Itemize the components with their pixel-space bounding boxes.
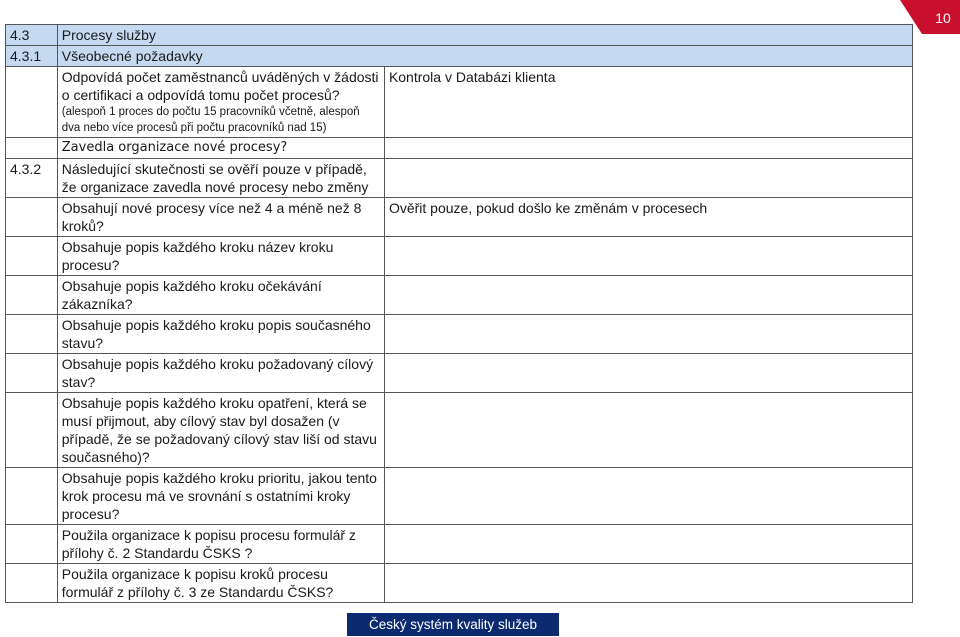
table-row [6,354,913,393]
table-row [6,198,913,237]
table-row [6,315,913,354]
table-row [6,237,913,276]
table-row [6,138,913,159]
table-row [6,276,913,315]
section-number: 4.3.2 [6,159,58,198]
page-number: 10 [935,10,951,26]
table-row [6,564,913,603]
check-text: Kontrola v Databázi klienta [384,67,912,138]
question-text: Obsahuje popis každého kroku požadovaný cílový stav? [57,354,384,393]
question-text: Obsahuje popis každého kroku očekávání zákazníka? [57,276,384,315]
question-text: Zavedla organizace nové procesy? [57,138,384,159]
table-row [6,468,913,525]
table-row [6,525,913,564]
subsection-heading-row [6,46,913,67]
subsection-number: 4.3.1 [6,46,58,67]
question-text: Obsahuje popis každého kroku popis současného stavu? [57,315,384,354]
page-number-badge [922,0,960,34]
table-row [6,67,913,138]
table-row [6,393,913,468]
question-text: Následující skutečnosti se ověří pouze v případě, že organizace zavedla nové procesy nebo změny [57,159,384,198]
check-text: Ověřit pouze, pokud došlo ke změnám v procesech [384,198,912,237]
table-row [6,159,913,198]
question-text: Použila organizace k popisu kroků procesu formulář z přílohy č. 3 ze Standardu ČSKS? [57,564,384,603]
question-text: Použila organizace k popisu procesu formulář z přílohy č. 2 Standardu ČSKS ? [57,525,384,564]
question-text: Obsahuje popis každého kroku prioritu, jakou tento krok procesu má ve srovnání s ostatními kroky procesu? [57,468,384,525]
section-heading-row [6,25,913,46]
question-text: Obsahuje popis každého kroku opatření, která se musí přijmout, aby cílový stav byl dosažen (v případě, že se požadovaný cílový stav liší od stavu současného)? [57,393,384,468]
footer-banner [347,613,559,636]
section-title: Procesy služby [57,25,912,46]
note-text: (alespoň 1 proces do počtu 15 pracovníků včetně, alespoň dva nebo více procesů při počtu pracovníků nad 15) [61,106,360,134]
checklist-table [5,24,913,603]
subsection-title: Všeobecné požadavky [57,46,912,67]
footer-label: Český systém kvality služeb [368,617,538,632]
section-number: 4.3 [6,25,58,46]
question-text: Odpovídá počet zaměstnanců uváděných v žádosti o certifikaci a odpovídá tomu počet procesů? [61,69,379,103]
question-text: Obsahuje popis každého kroku název kroku procesu? [57,237,384,276]
question-text: Obsahují nové procesy více než 4 a méně než 8 kroků? [57,198,384,237]
